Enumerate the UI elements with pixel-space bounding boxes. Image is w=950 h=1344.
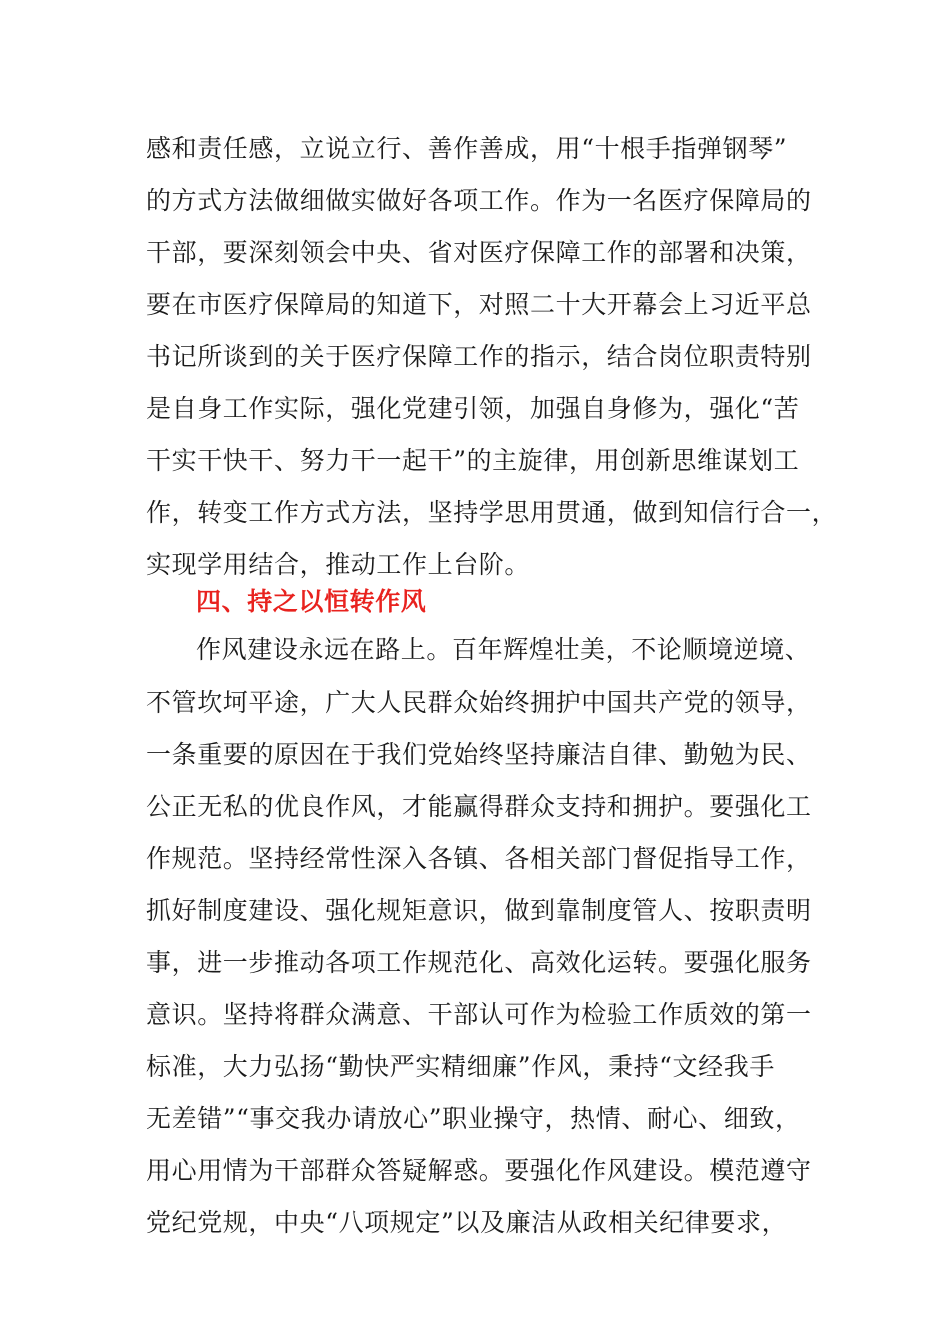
paragraph-line: 干部，要深刻领会中央、省对医疗保障工作的部署和决策， [146,238,812,267]
paragraph-line: 一条重要的原因在于我们党始终坚持廉洁自律、勤勉为民、 [146,740,812,769]
paragraph-line: 公正无私的优良作风，才能赢得群众支持和拥护。要强化工 [146,792,812,821]
paragraph-line: 感和责任感，立说立行、善作善成，用“十根手指弹钢琴” [146,134,788,163]
paragraph-line: 作，转变工作方式方法，坚持学思用贯通，做到知信行合一， [146,498,838,527]
paragraph-line: 党纪党规，中央“八项规定”以及廉洁从政相关纪律要求， [146,1208,788,1237]
paragraph-line: 要在市医疗保障局的知道下，对照二十大开幕会上习近平总 [146,290,812,319]
paragraph-line: 抓好制度建设、强化规矩意识，做到靠制度管人、按职责明 [146,896,812,925]
paragraph-line: 实现学用结合，推动工作上台阶。 [146,550,531,579]
paragraph-line: 不管坎坷平途，广大人民群众始终拥护中国共产党的领导， [146,688,812,717]
paragraph-line: 无差错”“事交我办请放心”职业操守，热情、耐心、细致， [146,1104,801,1133]
paragraph-line: 意识。坚持将群众满意、干部认可作为检验工作质效的第一 [146,1000,812,1029]
paragraph-line: 事，进一步推动各项工作规范化、高效化运转。要强化服务 [146,948,812,977]
paragraph-line: 是自身工作实际，强化党建引领，加强自身修为，强化“苦 [146,394,800,423]
paragraph-line: 用心用情为干部群众答疑解惑。要强化作风建设。模范遵守 [146,1156,812,1185]
section-heading: 四、持之以恒转作风 [196,587,427,616]
paragraph-line: 干实干快干、努力干一起干”的主旋律，用创新思维谋划工 [146,446,800,475]
paragraph-line: 标准，大力弘扬“勤快严实精细廉”作风，秉持“文经我手 [146,1052,775,1081]
paragraph-first-line: 作风建设永远在路上。百年辉煌壮美，不论顺境逆境、 [196,635,811,664]
paragraph-line: 作规范。坚持经常性深入各镇、各相关部门督促指导工作， [146,844,812,873]
paragraph-line: 的方式方法做细做实做好各项工作。作为一名医疗保障局的 [146,186,812,215]
paragraph-line: 书记所谈到的关于医疗保障工作的指示，结合岗位职责特别 [146,342,812,371]
